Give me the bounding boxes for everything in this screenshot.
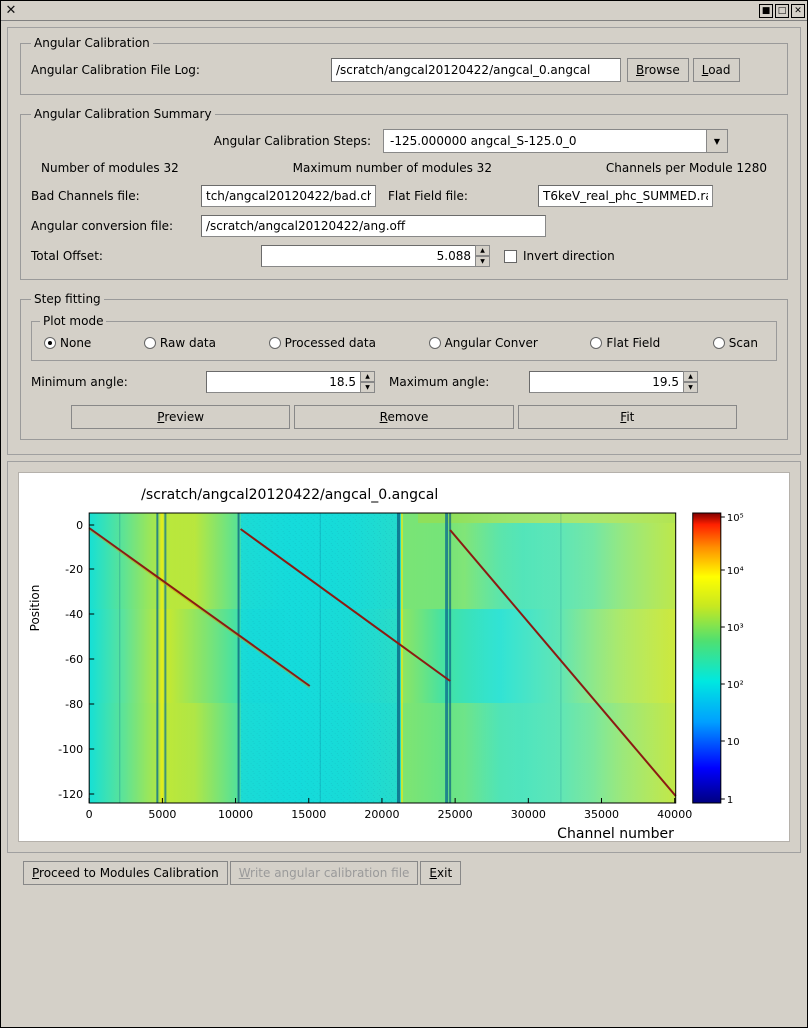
- plot-mode-group: [31, 314, 777, 361]
- client-area: [1, 21, 807, 1027]
- angular-calibration-legend: Angular Calibration: [34, 36, 150, 50]
- bottom-button-bar: [7, 859, 801, 891]
- write-angular-calibration-file-button[interactable]: Write angular calibration file: [230, 861, 419, 885]
- svg-text:-120: -120: [58, 788, 84, 801]
- svg-text:10⁵: 10⁵: [726, 513, 744, 524]
- max-angle-input[interactable]: [529, 371, 684, 393]
- invert-direction-label: Invert direction: [523, 249, 615, 263]
- svg-text:10⁴: 10⁴: [726, 566, 744, 577]
- svg-text:40000: 40000: [657, 808, 693, 821]
- bad-channels-label: Bad Channels file:: [31, 189, 140, 203]
- remove-button[interactable]: Remove: [294, 405, 513, 429]
- plot-mode-processed-data-label: Processed data: [284, 336, 376, 350]
- close-icon[interactable]: ✕: [791, 4, 805, 18]
- load-button[interactable]: Load: [693, 58, 740, 82]
- browse-button[interactable]: Browse: [627, 58, 689, 82]
- plot-mode-angular-conversion-label: Angular Conver: [444, 336, 538, 350]
- plot-mode-raw-data-label: Raw data: [159, 336, 216, 350]
- total-offset-input[interactable]: [261, 245, 476, 267]
- plot-mode-raw-data[interactable]: [144, 336, 216, 350]
- steps-label: Angular Calibration Steps:: [213, 134, 371, 148]
- fit-button[interactable]: Fit: [518, 405, 737, 429]
- heatmap-svg: [19, 473, 789, 841]
- stepper-up-icon[interactable]: ▲: [683, 371, 698, 382]
- summary-legend: Angular Calibration Summary: [34, 107, 212, 121]
- heatmap-image: [89, 513, 676, 803]
- svg-text:10²: 10²: [726, 680, 744, 691]
- svg-text:0: 0: [76, 519, 84, 532]
- max-modules-label: Maximum number of modules 32: [292, 161, 492, 175]
- svg-text:-20: -20: [65, 563, 84, 576]
- step-fitting-legend: Step fitting: [34, 292, 101, 306]
- preview-button[interactable]: Preview: [71, 405, 290, 429]
- flat-field-label: Flat Field file:: [388, 189, 468, 203]
- steps-combo-value: -125.000000 angcal_S-125.0_0: [390, 134, 577, 148]
- chart-xlabel: Channel number: [557, 826, 674, 841]
- checkbox-box[interactable]: [504, 250, 517, 263]
- invert-direction-checkbox[interactable]: [504, 249, 615, 263]
- plot-mode-angular-conversion[interactable]: [429, 336, 538, 350]
- chevron-down-icon[interactable]: ▼: [706, 130, 727, 152]
- chart-title: /scratch/angcal20120422/angcal_0.angcal: [141, 487, 439, 503]
- plot-mode-processed-data[interactable]: [269, 336, 376, 350]
- radio-dot-processed-data[interactable]: [269, 337, 281, 349]
- maximize-icon[interactable]: □: [775, 4, 789, 18]
- total-offset-label: Total Offset:: [31, 249, 103, 263]
- min-angle-input[interactable]: [206, 371, 361, 393]
- svg-text:-80: -80: [65, 698, 84, 711]
- plot-mode-flat-field[interactable]: [590, 336, 660, 350]
- proceed-to-modules-calibration-button[interactable]: Proceed to Modules Calibration: [23, 861, 228, 885]
- radio-dot-flat-field[interactable]: [590, 337, 602, 349]
- plot-mode-none-label: None: [60, 336, 92, 350]
- stepper-down-icon[interactable]: ▼: [683, 382, 698, 393]
- svg-text:30000: 30000: [510, 808, 546, 821]
- svg-text:15000: 15000: [291, 808, 327, 821]
- max-angle-stepper[interactable]: [683, 371, 698, 393]
- svg-text:0: 0: [85, 808, 93, 821]
- angular-calibration-group: [20, 36, 788, 95]
- plot-mode-scan-label: Scan: [728, 336, 758, 350]
- angular-conversion-input[interactable]: [201, 215, 546, 237]
- svg-text:1: 1: [726, 795, 734, 806]
- steps-combo[interactable]: [383, 129, 728, 153]
- window-controls: [759, 4, 805, 18]
- plot-mode-none[interactable]: [44, 336, 91, 350]
- channels-per-module-label: Channels per Module 1280: [605, 161, 767, 175]
- svg-text:35000: 35000: [583, 808, 620, 821]
- settings-panel: [7, 27, 801, 455]
- flat-field-input[interactable]: [538, 185, 713, 207]
- title-bar: [1, 1, 807, 21]
- svg-text:20000: 20000: [364, 808, 400, 821]
- stepper-down-icon[interactable]: ▼: [360, 382, 375, 393]
- file-log-label: Angular Calibration File Log:: [31, 63, 200, 77]
- svg-text:5000: 5000: [148, 808, 177, 821]
- stepper-up-icon[interactable]: ▲: [475, 245, 490, 256]
- plot-mode-scan[interactable]: [713, 336, 758, 350]
- svg-text:10³: 10³: [726, 623, 744, 634]
- svg-text:10: 10: [726, 737, 740, 748]
- step-fitting-group: [20, 292, 788, 440]
- plot-mode-legend: Plot mode: [43, 314, 104, 328]
- modules-count-label: Number of modules 32: [41, 161, 179, 175]
- total-offset-stepper[interactable]: [475, 245, 490, 267]
- angular-conversion-label: Angular conversion file:: [31, 219, 174, 233]
- radio-dot-scan[interactable]: [713, 337, 725, 349]
- file-log-input[interactable]: [331, 58, 621, 82]
- stepper-up-icon[interactable]: ▲: [360, 371, 375, 382]
- bad-channels-input[interactable]: [201, 185, 376, 207]
- radio-dot-raw-data[interactable]: [144, 337, 156, 349]
- radio-dot-angular-conversion[interactable]: [429, 337, 441, 349]
- min-angle-label: Minimum angle:: [31, 375, 128, 389]
- heatmap-plot[interactable]: [18, 472, 790, 842]
- angular-calibration-summary-group: [20, 107, 788, 280]
- svg-text:-60: -60: [65, 653, 84, 666]
- min-angle-stepper[interactable]: [360, 371, 375, 393]
- svg-text:25000: 25000: [437, 808, 473, 821]
- plot-panel: [7, 461, 801, 853]
- stepper-down-icon[interactable]: ▼: [475, 256, 490, 267]
- svg-text:-100: -100: [58, 743, 84, 756]
- radio-dot-none[interactable]: [44, 337, 56, 349]
- chart-ylabel: Position: [28, 584, 43, 632]
- svg-text:10000: 10000: [218, 808, 254, 821]
- minimize-icon[interactable]: ■: [759, 4, 773, 18]
- svg-text:-40: -40: [65, 608, 84, 621]
- app-icon: ✕: [5, 3, 17, 18]
- max-angle-label: Maximum angle:: [389, 375, 490, 389]
- plot-mode-flat-field-label: Flat Field: [606, 336, 661, 350]
- exit-button[interactable]: Exit: [420, 861, 461, 885]
